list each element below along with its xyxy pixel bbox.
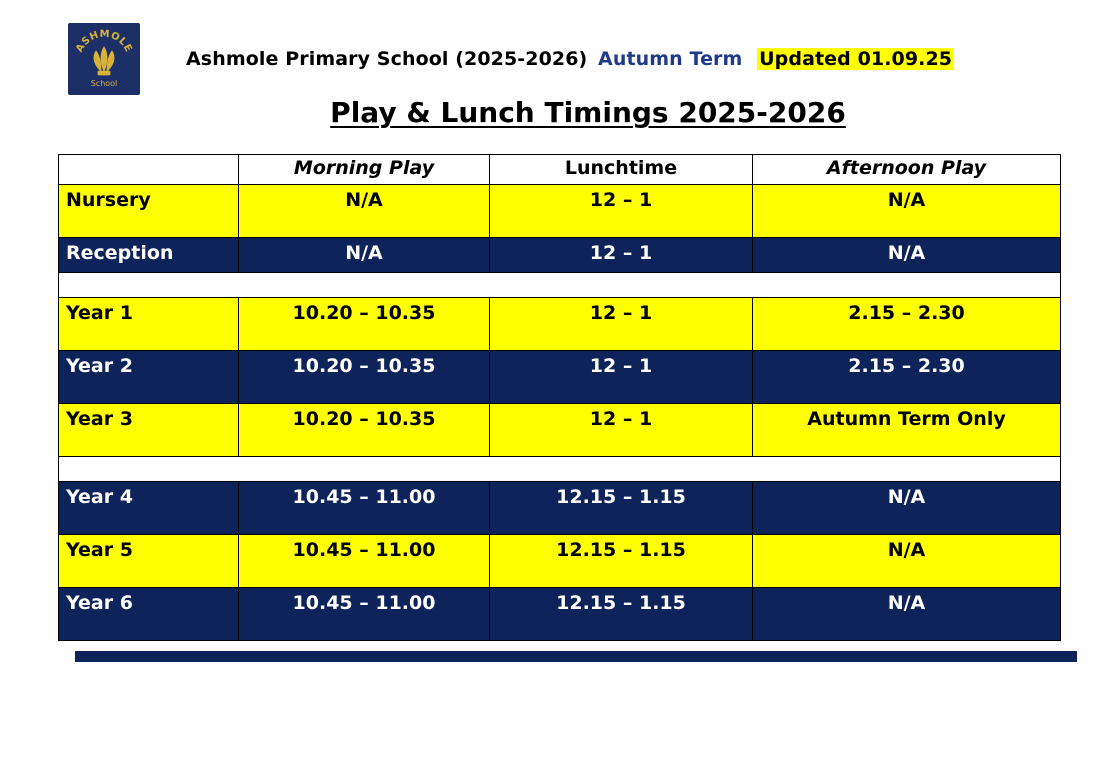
table-header-row [59,155,1061,185]
lunchtime-cell: 12.15 – 1.15 [490,535,753,588]
year-cell: Reception [59,238,239,273]
morning-play-cell: 10.20 – 10.35 [239,404,490,457]
header-cell-lunchtime: Lunchtime [490,155,753,185]
school-name: Ashmole Primary School (2025-2026) [186,48,588,70]
header-cell-morning-play: Morning Play [239,155,490,185]
feather-crest-icon [68,23,140,95]
afternoon-play-cell: N/A [753,238,1061,273]
year-cell: Nursery [59,185,239,238]
lunchtime-cell: 12 – 1 [490,298,753,351]
morning-play-cell: 10.45 – 11.00 [239,482,490,535]
table-row [59,588,1061,641]
afternoon-play-cell: Autumn Term Only [753,404,1061,457]
spacer-cell [59,273,1061,298]
morning-play-cell: 10.45 – 11.00 [239,588,490,641]
header-cell-afternoon-play: Afternoon Play [753,155,1061,185]
table-row [59,351,1061,404]
afternoon-play-cell: N/A [753,588,1061,641]
lunchtime-cell: 12 – 1 [490,404,753,457]
lunchtime-cell: 12 – 1 [490,351,753,404]
logo-top-text: ASHMOLE [74,28,134,55]
school-logo [68,23,140,95]
lunchtime-cell: 12 – 1 [490,185,753,238]
term-label: Autumn Term [598,48,743,70]
logo-bottom-text: School [90,79,118,88]
lunchtime-cell: 12 – 1 [490,238,753,273]
header-cell-year [59,155,239,185]
afternoon-play-cell: 2.15 – 2.30 [753,298,1061,351]
year-cell: Year 2 [59,351,239,404]
spacer-row [59,457,1061,482]
lunchtime-cell: 12.15 – 1.15 [490,588,753,641]
table-row [59,535,1061,588]
header-line [186,48,954,70]
updated-badge: Updated 01.09.25 [759,48,953,70]
spacer-cell [59,457,1061,482]
table-row [59,298,1061,351]
afternoon-play-cell: N/A [753,482,1061,535]
table-row [59,185,1061,238]
afternoon-play-cell: N/A [753,185,1061,238]
morning-play-cell: 10.45 – 11.00 [239,535,490,588]
table-row [59,482,1061,535]
footer-bar [75,651,1077,662]
year-cell: Year 4 [59,482,239,535]
morning-play-cell: 10.20 – 10.35 [239,351,490,404]
lunchtime-cell: 12.15 – 1.15 [490,482,753,535]
afternoon-play-cell: N/A [753,535,1061,588]
timings-table [58,154,1061,641]
table-row [59,404,1061,457]
year-cell: Year 1 [59,298,239,351]
table-row [59,238,1061,273]
morning-play-cell: N/A [239,185,490,238]
morning-play-cell: 10.20 – 10.35 [239,298,490,351]
spacer-row [59,273,1061,298]
year-cell: Year 5 [59,535,239,588]
page-title: Play & Lunch Timings 2025-2026 [330,96,846,129]
year-cell: Year 6 [59,588,239,641]
morning-play-cell: N/A [239,238,490,273]
afternoon-play-cell: 2.15 – 2.30 [753,351,1061,404]
year-cell: Year 3 [59,404,239,457]
